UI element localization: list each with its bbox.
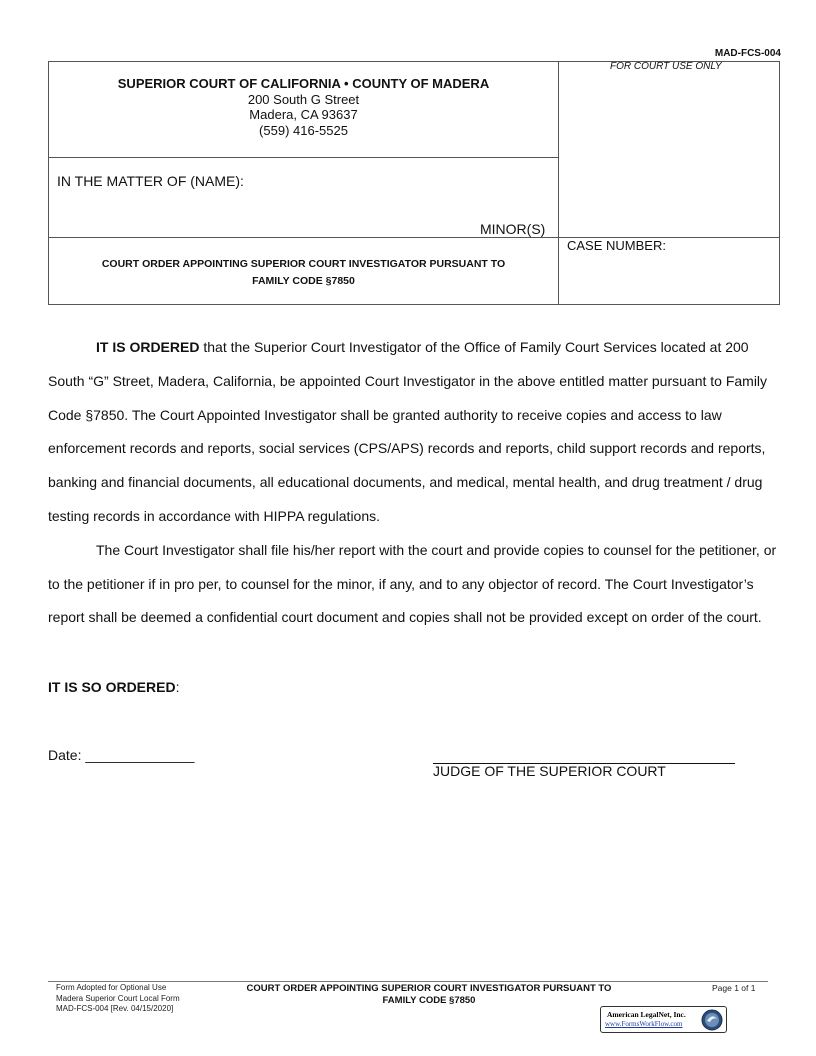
judge-signature-label: JUDGE OF THE SUPERIOR COURT (433, 763, 666, 779)
order-title (49, 256, 558, 290)
so-ordered-colon: : (175, 679, 180, 695)
court-info (49, 76, 558, 138)
footer-divider (48, 981, 768, 982)
page-number: Page 1 of 1 (712, 983, 756, 993)
order-body (48, 331, 780, 635)
footer-left-line2: Madera Superior Court Local Form (56, 993, 180, 1003)
caption-divider-lower (48, 237, 780, 238)
so-ordered-bold: IT IS SO ORDERED (48, 679, 176, 695)
court-name: SUPERIOR COURT OF CALIFORNIA • COUNTY OF MADERA (117, 76, 490, 91)
it-is-ordered: IT IS ORDERED (96, 339, 200, 355)
order-paragraph-2: The Court Investigator shall file his/her report with the court and provide copies to counsel for the petitioner, or to the petitioner if in pro per, to counsel for the minor, if any, and to any objector of record. The Court Investigator’s report shall be deemed a confidential court document and copies shall not be provided except on order of the court. (48, 541, 777, 626)
caption-divider-upper (48, 157, 559, 158)
date-field[interactable]: Date: ______________ (48, 747, 195, 763)
logo-url[interactable]: www.FormsWorkFlow.com (605, 1020, 683, 1028)
order-paragraph-1-text: that the Superior Court Investigator of the Office of Family Court Services located at 200 South “G” Street, Madera, California, be appointed Court Investigator in the above entitled matter pursuant to Family Code §7850. The Court Appointed Investigator shall be granted authority to receive copies and access to law enforcement records and reports, social services (CPS/APS) records and reports, child support records and reports, banking and financial documents, all educational documents, and medical, mental health, and drug treatment / drug testing records in accordance with HIPPA regulations. (48, 339, 768, 524)
order-title-line2: FAMILY CODE §7850 (252, 275, 355, 287)
footer-form-info (56, 983, 180, 1015)
so-ordered (48, 679, 179, 695)
legalnet-logo[interactable] (600, 1006, 727, 1033)
order-title-line1: COURT ORDER APPOINTING SUPERIOR COURT INVESTIGATOR PURSUANT TO (101, 258, 506, 270)
caption-divider-vertical (558, 61, 559, 305)
form-id: MAD-FCS-004 (714, 48, 781, 59)
order-paragraph-1 (48, 331, 780, 534)
footer-left-line3: MAD-FCS-004 [Rev. 04/15/2020] (56, 1004, 174, 1013)
matter-label: IN THE MATTER OF (NAME): (57, 173, 244, 189)
globe-icon (701, 1009, 723, 1031)
footer-title (222, 983, 636, 1007)
footer-title-line2: FAMILY CODE §7850 (382, 995, 476, 1006)
court-address-line2: Madera, CA 93637 (249, 107, 358, 122)
logo-name: American LegalNet, Inc. (607, 1010, 686, 1019)
court-use-label: FOR COURT USE ONLY (610, 61, 722, 72)
footer-left-line1: Form Adopted for Optional Use (56, 983, 167, 992)
footer-title-line1: COURT ORDER APPOINTING SUPERIOR COURT INVESTIGATOR PURSUANT TO (246, 983, 612, 994)
minors-label: MINOR(S) (480, 221, 546, 237)
court-address-line1: 200 South G Street (247, 91, 360, 107)
case-number-label: CASE NUMBER: (567, 238, 666, 253)
court-phone: (559) 416-5525 (259, 122, 348, 138)
